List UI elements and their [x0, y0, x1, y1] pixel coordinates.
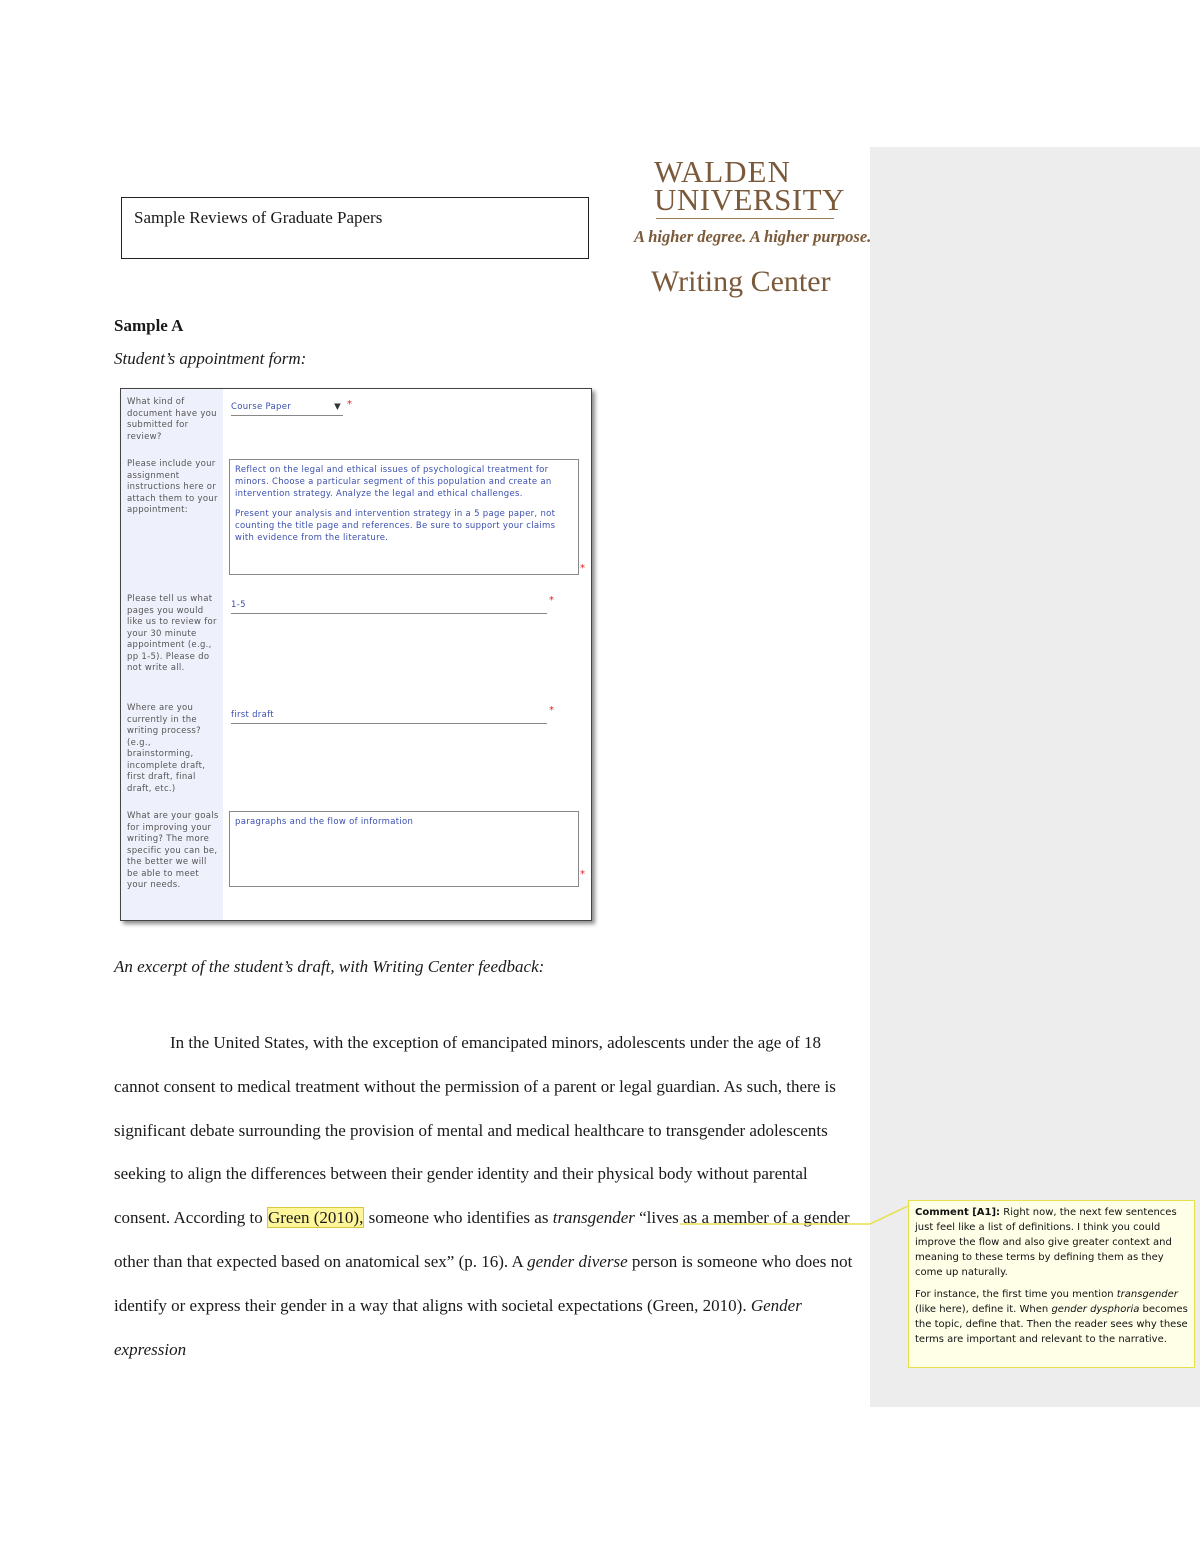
comment-paragraph-1	[915, 1205, 1188, 1280]
writing-process-value: first draft	[231, 710, 274, 720]
dropdown-arrow-icon: ▼	[334, 402, 341, 412]
term-italic: Gender expression	[114, 1295, 802, 1359]
logo-subtitle: Writing Center	[651, 265, 831, 298]
logo-rule	[656, 218, 834, 219]
comment-balloon[interactable]	[908, 1200, 1195, 1368]
draft-text: “lives as a member of a gender other than that expected based on anatomical sex” (p. 16). A	[114, 1208, 850, 1271]
instructions-textarea[interactable]	[229, 459, 579, 575]
comment-text: becomes the topic, define that. Then the reader sees why these terms are important and relevant to the narrative.	[915, 1304, 1188, 1345]
comment-label: Comment [A1]:	[915, 1207, 1001, 1218]
walden-logo	[632, 154, 872, 305]
logo-line2: UNIVERSITY	[654, 182, 845, 217]
instructions-text-paragraph-1: Reflect on the legal and ethical issues of psychological treatment for minors. Choose a particular segment of this population and create an intervention strategy. Analyze the legal and ethical challenges.	[235, 465, 552, 499]
term-italic: gender diverse	[527, 1251, 628, 1271]
appointment-form-label: Student’s appointment form:	[114, 349, 307, 368]
pages-input[interactable]	[231, 599, 547, 614]
sample-heading: Sample A	[114, 316, 184, 335]
commented-text-highlight[interactable]: Green (2010),	[267, 1208, 364, 1228]
comment-term-italic: gender dysphoria	[1051, 1304, 1140, 1315]
draft-excerpt	[114, 1021, 864, 1371]
appointment-form-screenshot	[120, 388, 592, 921]
form-question-document-type: What kind of document have you submitted for review?	[127, 397, 217, 442]
excerpt-label: An excerpt of the student’s draft, with Writing Center feedback:	[114, 957, 545, 976]
comment-paragraph-2	[915, 1287, 1188, 1347]
comment-text: Right now, the next few sentences just feel like a list of definitions. I think you could improve the flow and also give greater context and meaning to these terms by defining them as they come up naturally.	[915, 1207, 1177, 1278]
logo-tagline: A higher degree. A higher purpose.	[634, 227, 872, 246]
comment-leader-line	[680, 1200, 910, 1230]
form-question-pages: Please tell us what pages you would like us to review for your 30 minute appointment (e.g., pp 1-5). Please do not write all.	[127, 594, 217, 673]
form-question-goals: What are your goals for improving your writing? The more specific you can be, the better we will be able to meet your needs.	[127, 811, 219, 890]
goals-textarea[interactable]	[229, 811, 579, 887]
draft-text: In the United States, with the exception of emancipated minors, adolescents under the age of 18 cannot consent to medical treatment without the permission of a parent or legal guardian. As such, there is significant debate surrounding the provision of mental and medical healthcare to transgender adolescents seeking to align the differences between their gender identity and their physical body without parental consent. According to	[114, 1033, 836, 1228]
writing-process-input[interactable]	[231, 709, 547, 724]
comment-text: (like here), define it. When	[915, 1304, 1052, 1315]
required-mark: *	[549, 595, 554, 606]
document-title: Sample Reviews of Graduate Papers	[134, 208, 383, 227]
document-title-box	[121, 197, 589, 259]
term-italic: transgender	[552, 1208, 635, 1228]
comment-term-italic: transgender	[1116, 1289, 1178, 1300]
required-mark: *	[580, 869, 585, 880]
required-mark: *	[549, 705, 554, 716]
document-type-value: Course Paper	[231, 402, 292, 412]
document-type-select[interactable]	[231, 401, 343, 416]
draft-paragraph	[114, 1021, 864, 1371]
draft-text: person is someone who does not identify or express their gender in a way that aligns with societal expectations (Green, 2010).	[114, 1251, 853, 1315]
goals-value: paragraphs and the flow of information	[235, 817, 414, 827]
required-mark: *	[580, 563, 585, 574]
form-question-instructions: Please include your assignment instructions here or attach them to your appointment:	[127, 459, 218, 515]
comment-text: For instance, the first time you mention	[915, 1289, 1117, 1300]
instructions-text-paragraph-2: Present your analysis and intervention strategy in a 5 page paper, not counting the title page and references. Be sure to support your claims with evidence from the literature.	[235, 509, 556, 543]
required-mark: *	[347, 399, 352, 410]
pages-value: 1-5	[231, 600, 246, 610]
logo-line1: WALDEN	[654, 154, 791, 189]
form-question-writing-process: Where are you currently in the writing process? (e.g., brainstorming, incomplete draft, first draft, final draft, etc.)	[127, 703, 206, 794]
draft-text: someone who identifies as	[364, 1208, 553, 1228]
